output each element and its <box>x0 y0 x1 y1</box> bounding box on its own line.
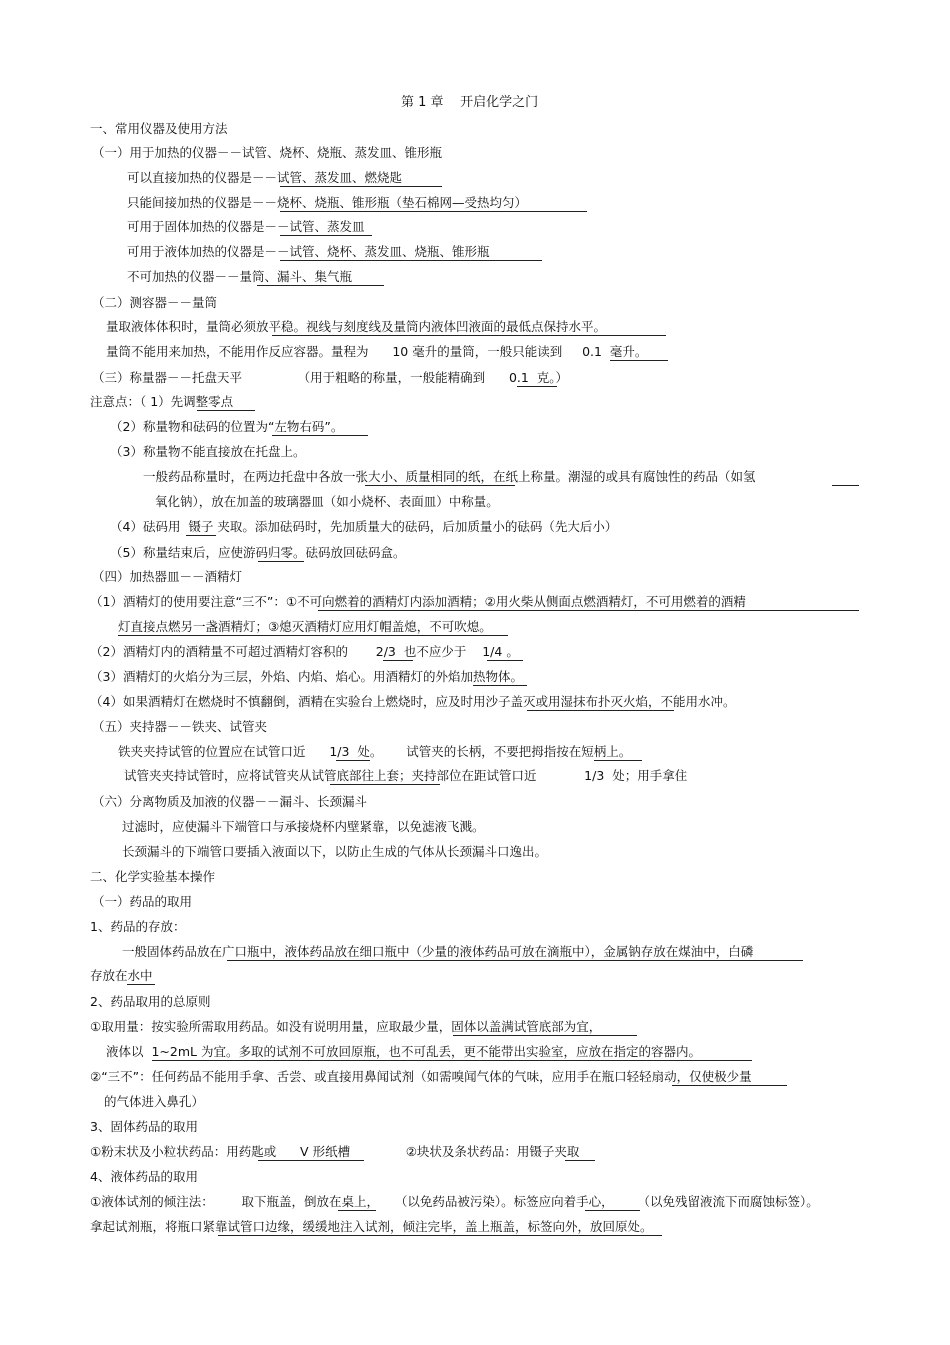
blank-underline <box>517 386 557 387</box>
text-line: 注意点：（ 1）先调整零点 <box>90 394 234 409</box>
text-line: 不可加热的仪器－－量筒、漏斗、集气瓶 <box>127 269 353 284</box>
blank-underline <box>197 410 255 411</box>
blank-underline <box>127 984 155 985</box>
blank-underline <box>272 435 368 436</box>
section-heading: 二、化学实验基本操作 <box>90 869 216 884</box>
text-line: （4）砝码用 镊子 夹取。添加砝码时，先加质量大的砝码，后加质量小的砝码（先大后小） <box>110 519 618 534</box>
blank-underline <box>527 710 674 711</box>
text-line: （3）酒精灯的火焰分为三层，外焰、内焰、焰心。用酒精灯的外焰加热物体。 <box>90 669 523 684</box>
text-line: ①液体试剂的倾注法： 取下瓶盖，倒放在桌上， （以免药品被污染）。标签应向着手心， （以免残留液流下而腐蚀标签）。 <box>90 1194 819 1209</box>
text-line: （2）称量物和砝码的位置为“左物右码”。 <box>110 419 344 434</box>
text-line: （六）分离物质及加液的仪器－－漏斗、长颈漏斗 <box>92 794 368 809</box>
text-line: （5）称量结束后，应使游码归零。砝码放回砝码盒。 <box>110 545 406 560</box>
blank-underline <box>487 660 523 661</box>
text-line: （1）酒精灯的使用要注意“三不”：①不可向燃着的酒精灯内添加酒精；②用火柴从侧面点燃酒精灯，不可用燃着的酒精 <box>90 594 746 609</box>
text-line: （五）夹持器－－铁夹、试管夹 <box>92 719 268 734</box>
blank-underline <box>186 535 216 536</box>
text-line: 氧化钠），放在加盖的玻璃器皿（如小烧杯、表面皿）中称量。 <box>155 494 499 509</box>
text-line: （一）用于加热的仪器－－试管、烧杯、烧瓶、蒸发皿、锥形瓶 <box>92 145 443 160</box>
blank-underline <box>280 211 587 212</box>
text-line: 过滤时，应使漏斗下端管口与承接烧杯内壁紧靠，以免滤液飞溅。 <box>122 819 485 834</box>
text-line: 量筒不能用来加热，不能用作反应容器。量程为 10 毫升的量筒，一般只能读到 0.1 毫升。 <box>106 344 648 359</box>
blank-underline <box>585 1210 640 1211</box>
text-line: ①取用量：按实验所需取用药品。如没有说明用量，应取最少量，固体以盖满试管底部为宜， <box>90 1019 602 1034</box>
text-line: 一般固体药品放在广口瓶中，液体药品放在细口瓶中（少量的液体药品可放在滴瓶中），金属钠存放在煤油中，白磷 <box>122 944 754 959</box>
blank-underline <box>453 1035 637 1036</box>
text-line: （四）加热器皿－－酒精灯 <box>92 569 243 584</box>
blank-underline <box>280 186 442 187</box>
text-line: （3）称量物不能直接放在托盘上。 <box>110 444 306 459</box>
text-line: 可用于固体加热的仪器是－－试管、蒸发皿 <box>127 219 365 234</box>
blank-underline <box>672 1085 787 1086</box>
blank-underline <box>258 561 304 562</box>
text-line: 试管夹夹持试管时，应将试管夹从试管底部往上套；夹持部位在距试管口近 1/3 处；用手拿住 <box>124 768 688 783</box>
blank-underline <box>594 760 642 761</box>
text-line: 1、药品的存放： <box>90 919 186 934</box>
text-line: 3、固体药品的取用 <box>90 1119 198 1134</box>
blank-underline <box>565 1160 595 1161</box>
text-line: 液体以 1~2mL 为宜。多取的试剂不可放回原瓶，也不可乱丢，更不能带出实验室，应放在指定的容器内。 <box>106 1044 701 1059</box>
text-line: （一）药品的取用 <box>92 894 193 909</box>
text-line: ①粉末状及小粒状药品：用药匙或 V 形纸槽 ②块状及条状药品：用镊子夹取 <box>90 1144 580 1159</box>
blank-underline <box>118 635 508 636</box>
blank-underline <box>473 685 527 686</box>
text-line: 存放在水中 <box>90 968 153 983</box>
blank-underline <box>336 760 370 761</box>
blank-underline <box>832 485 859 486</box>
blank-underline <box>318 610 859 611</box>
text-line: 4、液体药品的取用 <box>90 1169 198 1184</box>
section-heading: 一、常用仪器及使用方法 <box>90 121 228 136</box>
text-line: 一般药品称量时，在两边托盘中各放一张大小、质量相同的纸，在纸上称量。潮湿的或具有腐蚀性的药品（如氢 <box>143 469 756 484</box>
blank-underline <box>272 335 666 336</box>
blank-underline <box>280 235 372 236</box>
text-line: 可以直接加热的仪器是－－试管、蒸发皿、燃烧匙 <box>127 170 403 185</box>
blank-underline <box>280 260 542 261</box>
text-line: （4）如果酒精灯在燃烧时不慎翻倒，酒精在实验台上燃烧时，应及时用沙子盖灭或用湿抹布扑灭火焰，不能用水冲。 <box>90 694 736 709</box>
blank-underline <box>610 360 668 361</box>
text-line: ②“三不”：任何药品不能用手拿、舌尝、或直接用鼻闻试剂（如需嗅闻气体的气味，应用手在瓶口轻轻扇动，仅使极少量 <box>90 1069 752 1084</box>
blank-underline <box>258 1160 364 1161</box>
text-line: （2）酒精灯内的酒精量不可超过酒精灯容积的 2/3 也不应少于 1/4 。 <box>90 644 519 659</box>
text-line: 灯直接点燃另一盏酒精灯；③熄灭酒精灯应用灯帽盖熄，不可吹熄。 <box>118 619 492 634</box>
blank-underline <box>383 660 413 661</box>
text-line: （二）测容器－－量筒 <box>92 295 218 310</box>
text-line: 的气体进入鼻孔） <box>104 1094 205 1109</box>
text-line: 拿起试剂瓶，将瓶口紧靠试管口边缘，缓缓地注入试剂，倾注完毕，盖上瓶盖，标签向外，放回原处。 <box>90 1219 653 1234</box>
blank-underline <box>218 1235 662 1236</box>
text-line: 可用于液体加热的仪器是－－试管、烧杯、蒸发皿、烧瓶、锥形瓶 <box>127 244 490 259</box>
blank-underline <box>152 1060 752 1061</box>
text-line: 量取液体体积时，量筒必须放平稳。视线与刻度线及量筒内液体凹液面的最低点保持水平。 <box>106 319 607 334</box>
blank-underline <box>338 1210 376 1211</box>
text-line: 只能间接加热的仪器是－－烧杯、烧瓶、锥形瓶（垫石棉网—受热均匀） <box>127 195 528 210</box>
text-line: 2、药品取用的总原则 <box>90 994 211 1009</box>
blank-underline <box>365 485 515 486</box>
text-line: 长颈漏斗的下端管口要插入液面以下，以防止生成的气体从长颈漏斗口逸出。 <box>122 844 548 859</box>
blank-underline <box>227 960 803 961</box>
blank-underline <box>257 285 384 286</box>
text-line: 铁夹夹持试管的位置应在试管口近 1/3 处。 试管夹的长柄，不要把拇指按在短柄上。 <box>118 744 632 759</box>
chapter-title: 第 1 章 开启化学之门 <box>401 95 539 110</box>
text-line: （三）称量器－－托盘天平 （用于粗略的称量，一般能精确到 0.1 克。） <box>92 370 569 385</box>
blank-underline <box>330 784 440 785</box>
